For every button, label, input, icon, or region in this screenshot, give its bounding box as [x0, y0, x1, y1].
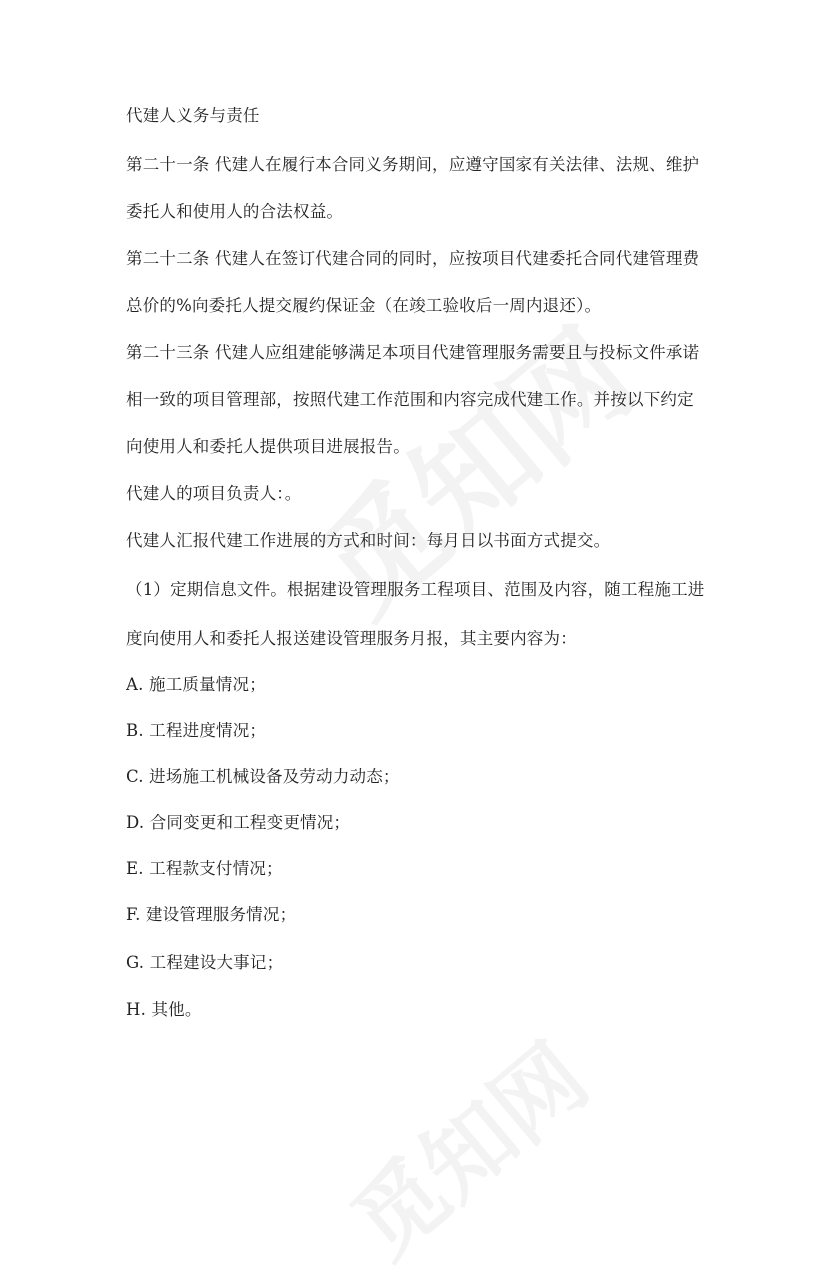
text-line: 代建人汇报代建工作进展的方式和时间：每月日以书面方式提交。: [126, 531, 611, 550]
list-item: B. 工程进度情况；: [126, 721, 267, 740]
list-item: A. 施工质量情况；: [126, 675, 266, 694]
text-line: 总价的%向委托人提交履约保证金（在竣工验收后一周内退还）。: [126, 296, 602, 315]
text-line: 向使用人和委托人提供项目进展报告。: [126, 437, 410, 456]
text-line: 代建人的项目负责人：。: [126, 484, 302, 503]
text-line: （1）定期信息文件。根据建设管理服务工程项目、范围及内容，随工程施工进: [126, 580, 705, 599]
text-line: 相一致的项目管理部，按照代建工作范围和内容完成代建工作。并按以下约定: [126, 390, 694, 409]
list-item: D. 合同变更和工程变更情况；: [126, 813, 351, 832]
list-item: G. 工程建设大事记；: [126, 953, 284, 972]
watermark: [320, 1008, 610, 1281]
text-line: 第二十二条 代建人在签订代建合同的同时，应按项目代建委托合同代建管理费: [126, 249, 700, 268]
section-heading: 代建人义务与责任: [126, 106, 260, 125]
list-item: C. 进场施工机械设备及劳动力动态；: [126, 767, 400, 786]
text-line: 委托人和使用人的合法权益。: [126, 202, 344, 221]
text-line: 度向使用人和委托人报送建设管理服务月报，其主要内容为：: [126, 629, 577, 648]
list-item: E. 工程款支付情况；: [126, 859, 283, 878]
list-item: F. 建设管理服务情况；: [126, 905, 297, 924]
text-line: 第二十一条 代建人在履行本合同义务期间，应遵守国家有关法律、法规、维护: [126, 155, 700, 174]
text-line: 第二十三条 代建人应组建能够满足本项目代建管理服务需要且与投标文件承诺: [126, 343, 700, 362]
list-item: H. 其他。: [126, 1000, 202, 1019]
